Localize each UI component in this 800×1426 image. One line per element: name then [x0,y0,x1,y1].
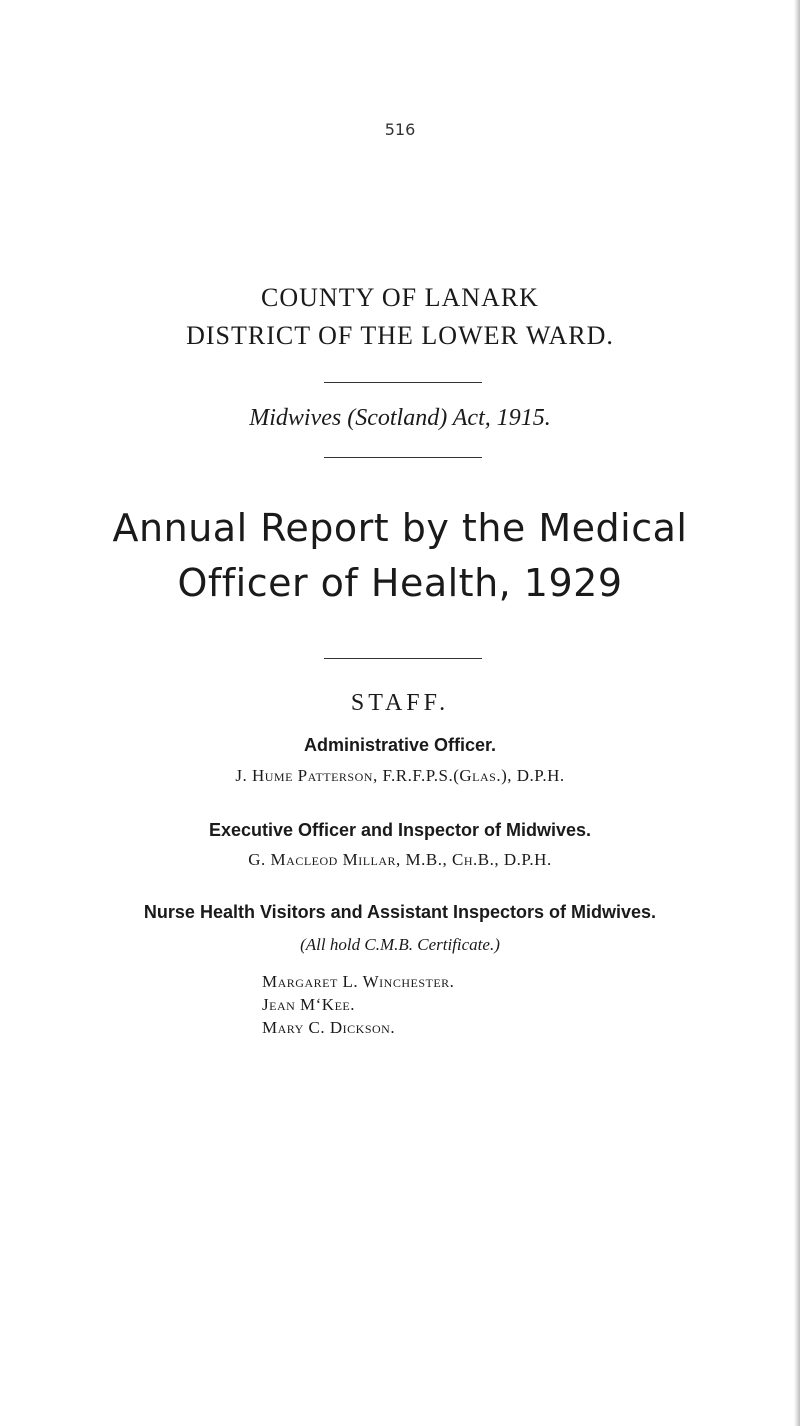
administrative-officer-role: Administrative Officer. [303,735,497,755]
executive-officer-name: G. Macleod Millar, M.B., Ch.B., D.P.H. [248,850,552,869]
report-title-line-1: Annual Report by the Medical [112,506,688,550]
list-item: Mary C. Dickson. [262,1018,396,1037]
staff-heading: STAFF. [350,690,450,716]
list-item: Margaret L. Winchester. [262,972,455,991]
executive-officer-role: Executive Officer and Inspector of Midwives. [208,820,592,840]
nurse-names-list [262,970,454,1039]
page-number: 516 [384,120,416,139]
divider-rule [324,457,482,458]
list-item: Jean M‘Kee. [262,995,355,1014]
report-title-line-2: Officer of Health, 1929 [177,561,623,605]
certificate-note: (All hold C.M.B. Certificate.) [300,935,500,954]
act-title: Midwives (Scotland) Act, 1915. [249,405,551,431]
district-heading: DISTRICT OF THE LOWER WARD. [186,321,614,350]
divider-rule [324,382,482,383]
nurse-health-visitors-role: Nurse Health Visitors and Assistant Inspectors of Midwives. [143,902,657,922]
divider-rule [324,658,482,659]
county-heading: COUNTY OF LANARK [261,283,539,312]
administrative-officer-name: J. Hume Patterson, F.R.F.P.S.(Glas.), D.P.H. [235,766,565,785]
